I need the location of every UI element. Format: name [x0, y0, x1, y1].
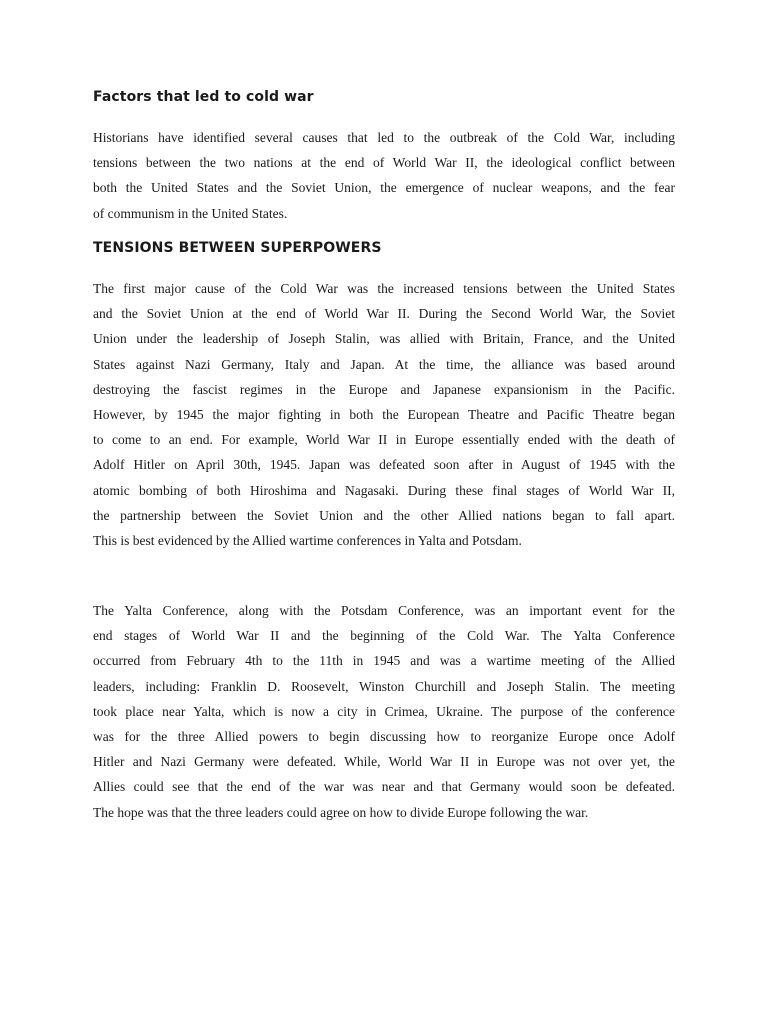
paragraph-line: Hitler and Nazi Germany were defeated. While, World War II in Europe was not over yet, the [93, 754, 675, 770]
paragraph-line: and the Soviet Union at the end of World War II. During the Second World War, the Soviet [93, 306, 675, 322]
paragraph-line: the partnership between the Soviet Union and the other Allied nations began to fall apart. [93, 507, 675, 523]
paragraph-line: leaders, including: Franklin D. Roosevelt, Winston Churchill and Joseph Stalin. The meeting [93, 678, 675, 694]
paragraph-line: Adolf Hitler on April 30th, 1945. Japan was defeated soon after in August of 1945 with the [93, 457, 675, 473]
paragraph-line: The Yalta Conference, along with the Potsdam Conference, was an important event for the [93, 603, 675, 618]
paragraph-line: This is best evidenced by the Allied wartime conferences in Yalta and Potsdam. [93, 532, 522, 548]
paragraph-line: was for the three Allied powers to begin discussing how to reorganize Europe once Adolf [93, 728, 675, 744]
paragraph-line: States against Nazi Germany, Italy and Japan. At the time, the alliance was based around [93, 356, 675, 372]
paragraph-line: atomic bombing of both Hiroshima and Nagasaki. During these final stages of World War II, [93, 482, 675, 498]
paragraph-line: destroying the fascist regimes in the Europe and Japanese expansionism in the Pacific. [93, 381, 675, 397]
paragraph-line: Historians have identified several causes that led to the outbreak of the Cold War, including [93, 130, 675, 145]
yalta-paragraph [93, 598, 675, 825]
paragraph-line: both the United States and the Soviet Union, the emergence of nuclear weapons, and the fear [93, 180, 675, 196]
paragraph-line: took place near Yalta, which is now a city in Crimea, Ukraine. The purpose of the conference [93, 703, 675, 719]
section-heading-tensions: TENSIONS BETWEEN SUPERPOWERS [93, 240, 382, 256]
paragraph-line: to come to an end. For example, World War II in Europe essentially ended with the death of [93, 432, 675, 448]
section-heading-factors: Factors that led to cold war [93, 89, 314, 105]
paragraph-line: end stages of World War II and the beginning of the Cold War. The Yalta Conference [93, 628, 675, 644]
paragraph-line: Allies could see that the end of the war was near and that Germany would soon be defeated. [93, 779, 675, 795]
tensions-paragraph [93, 276, 675, 553]
paragraph-line: of communism in the United States. [93, 205, 288, 221]
paragraph-line: However, by 1945 the major fighting in both the European Theatre and Pacific Theatre began [93, 406, 675, 422]
paragraph-line: tensions between the two nations at the end of World War II, the ideological conflict between [93, 155, 675, 171]
paragraph-line: Union under the leadership of Joseph Stalin, was allied with Britain, France, and the United [93, 331, 675, 347]
paragraph-line: occurred from February 4th to the 11th in 1945 and was a wartime meeting of the Allied [93, 653, 675, 669]
paragraph-line: The hope was that the three leaders could agree on how to divide Europe following the war. [93, 804, 589, 820]
intro-paragraph [93, 125, 675, 226]
paragraph-line: The first major cause of the Cold War was the increased tensions between the United States [93, 281, 675, 296]
